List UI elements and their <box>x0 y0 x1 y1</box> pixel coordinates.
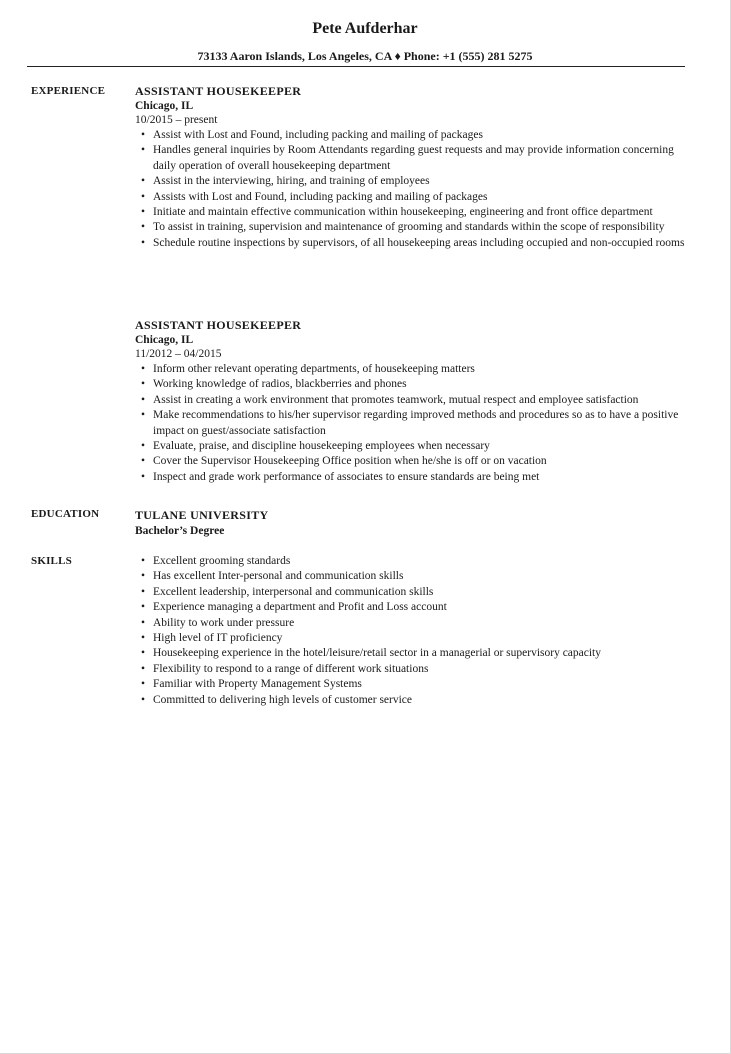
list-item: • Assists with Lost and Found, including packing and mailing of packages <box>141 190 488 203</box>
education-entry <box>135 508 695 538</box>
experience-entry <box>135 318 695 485</box>
list-item: • Assist with Lost and Found, including packing and mailing of packages <box>141 129 483 141</box>
list-item: • Make recommendations to his/her supervisor regarding improved methods and procedures so as to have a positive impact on guest/associate satisfaction <box>141 409 679 437</box>
list-item: • Handles general inquiries by Room Attendants regarding guest requests and may provide information concerning daily operation of overall housekeeping department <box>141 144 674 172</box>
list-item: • Evaluate, praise, and discipline housekeeping employees when necessary <box>141 440 490 453</box>
list-item: • Experience managing a department and Profit and Loss account <box>141 601 447 614</box>
list-item: • Committed to delivering high levels of customer service <box>141 693 413 706</box>
list-item: • To assist in training, supervision and maintenance of grooming and standards within the scope of responsibility <box>141 221 665 234</box>
header-divider <box>27 66 685 67</box>
job-location: Chicago, IL <box>135 334 194 346</box>
school-name: TULANE UNIVERSITY <box>135 508 269 522</box>
list-item: • Housekeeping experience in the hotel/leisure/retail sector in a managerial or supervisory capacity <box>141 647 602 660</box>
job-dates: 11/2012 – 04/2015 <box>135 348 222 360</box>
job-location: Chicago, IL <box>135 100 194 112</box>
education-section-label: EDUCATION <box>31 508 100 520</box>
list-item: • Assist in the interviewing, hiring, and training of employees <box>141 175 430 188</box>
list-item: • Cover the Supervisor Housekeeping Office position when he/she is off or on vacation <box>141 455 547 468</box>
experience-section-label: EXPERIENCE <box>31 85 106 97</box>
list-item: • Initiate and maintain effective communication within housekeeping, engineering and front office department <box>141 206 653 219</box>
job-title: ASSISTANT HOUSEKEEPER <box>135 318 302 332</box>
skills-list <box>135 554 695 708</box>
list-item: • Ability to work under pressure <box>141 616 295 629</box>
job-dates: 10/2015 – present <box>135 114 218 126</box>
job-title: ASSISTANT HOUSEKEEPER <box>135 84 302 98</box>
list-item: • Inspect and grade work performance of associates to ensure standards are being met <box>141 470 540 483</box>
skills-block <box>135 554 695 708</box>
job-duties-list <box>135 128 695 251</box>
list-item: • Inform other relevant operating departments, of housekeeping matters <box>141 363 475 375</box>
list-item: • Has excellent Inter-personal and communication skills <box>141 570 404 583</box>
job-duties-list <box>135 362 695 485</box>
experience-entry <box>135 84 695 251</box>
list-item: • Working knowledge of radios, blackberries and phones <box>141 378 407 391</box>
list-item: • Excellent grooming standards <box>141 555 291 567</box>
list-item: • Excellent leadership, interpersonal and communication skills <box>141 585 434 598</box>
degree: Bachelor’s Degree <box>135 525 225 537</box>
list-item: • Flexibility to respond to a range of different work situations <box>141 662 429 675</box>
list-item: • Familiar with Property Management Systems <box>141 678 362 691</box>
list-item: • High level of IT proficiency <box>141 632 283 645</box>
list-item: • Schedule routine inspections by supervisors, of all housekeeping areas including occupied and non-occupied rooms <box>141 236 685 249</box>
candidate-name: Pete Aufderhar <box>312 20 418 37</box>
contact-line: 73133 Aaron Islands, Los Angeles, CA ♦ Phone: +1 (555) 281 5275 <box>197 49 533 63</box>
skills-section-label: SKILLS <box>31 555 72 567</box>
list-item: • Assist in creating a work environment that promotes teamwork, mutual respect and employee satisfaction <box>141 393 639 406</box>
